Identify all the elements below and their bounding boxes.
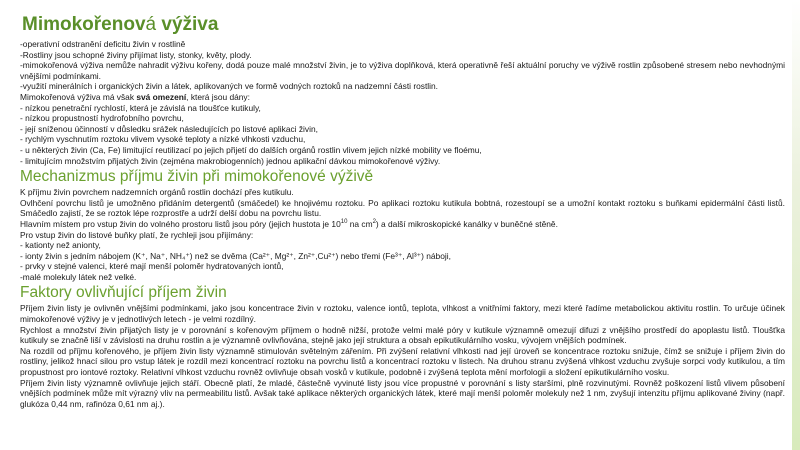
intro-line-4: -využití minerálních i organických živin a látek, aplikovaných ve formě vodných roztoků na nadzemní části rostlin.	[20, 81, 439, 92]
decorative-accent-bar	[792, 0, 800, 450]
p3-text-c: ) a další mikroskopické kanálky v buněčné stěně.	[375, 218, 558, 229]
factors-paragraph: Rychlost a množství živin přijatých listy je v porovnání s kořenovým příjmem o hodně nižší, protože velmi malé póry v kutikule významně omezují difuzi z vnějšího prostředí do apoplastu listů. Tloušťka kutikuly se značně liší v závislosti na druhu rostlin a je významně ovlivňována, stejně jako její struktura a obsah epikutikulárního vosku, vývojem vnějších podmínek.	[20, 324, 785, 346]
title-part-1: Mimokořenov	[22, 14, 146, 35]
section-heading-factors: Faktory ovlivňující příjem živin	[20, 284, 227, 302]
limit-item: - u některých živin (Ca, Fe) limitující reutilizací po jejich přijetí do dalších orgánů rostlin vlivem jejich nízké mobility ve floému,	[20, 144, 482, 155]
mechanism-p2: Ovlhčení povrchu listů je umožněno přidáním detergentů (smáčedel) ke hnojivému roztoku. Po aplikaci roztoku kutikula bobtná, rozestoupí se a umožní kontakt roztoku s buňkami epidermální části listů. Smáčedlo zajistí, že se roztok lépe rozprostře a udrží delší dobu na povrchu listu.	[20, 197, 785, 219]
p3-text-a: Hlavním místem pro vstup živin do volného prostoru listů jsou póry (jejich hustota je 10	[20, 218, 341, 229]
limits-intro	[20, 92, 785, 103]
intro-line-2: -Rostliny jsou schopné živiny přijímat listy, stonky, květy, plody.	[20, 49, 252, 60]
slide-title	[22, 14, 785, 36]
limits-intro-tail: , která jsou dány:	[186, 91, 250, 102]
limit-item: - rychlým vyschnutím roztoku vlivem vysoké teploty a nízké vlhkosti vzduchu,	[20, 134, 306, 145]
intro-line-3: -mimokořenová výživa nemůže nahradit výživu kořeny, dodá pouze malé množství živin, je to výživa doplňková, která operativně řeší aktuální poruchy ve výživě rostlin způsobené stresem nebo nevhodnými vnějšími podmínkami.	[20, 60, 785, 81]
p3-text-b: na cm	[347, 218, 373, 229]
limit-item: - nízkou penetrační rychlostí, která je závislá na tloušťce kutikuly,	[20, 102, 261, 113]
p3-superscript-2: 2	[372, 219, 376, 226]
mechanism-p1: K příjmu živin povrchem nadzemních orgánů rostlin dochází přes kutikulu.	[20, 187, 294, 198]
limit-item: - limitujícím množstvím přijatých živin (zejména makrobiogenních) jednou aplikační dávkou mimokořenové výživy.	[20, 155, 441, 166]
title-part-2: á	[145, 14, 157, 35]
section-heading-mechanism: Mechanizmus příjmu živin při mimokořenové výživě	[20, 168, 374, 186]
mechanism-p4: Pro vstup živin do listové buňky platí, že rychleji jsou přijímány:	[20, 229, 254, 240]
mechanism-p8: -malé molekuly látek než velké.	[20, 271, 137, 282]
slide-content	[20, 14, 785, 409]
factors-paragraph: Příjem živin listy je ovlivněn vnějšími podmínkami, jako jsou koncentrace živin v roztoku, valence iontů, teplota, vlhkost a vnitřními faktory, mezi které řadíme metabolickou aktivitu rostlin. To určuje účinek mimokořenové výživy je v jednotlivých letech - je velmi rozdílný.	[20, 303, 785, 325]
mechanism-p5: - kationty než anionty,	[20, 240, 101, 251]
intro-line-1: -operativní odstranění deficitu živin v rostlině	[20, 39, 186, 49]
limit-item: - nízkou propustností hydrofobního povrchu,	[20, 113, 184, 124]
factors-paragraph: Příjem živin listy významně ovlivňuje jejich stáří. Obecně platí, že mladé, částečně vyvinuté listy jsou více propustné v porovnání s listy staršími, plně rozvinutými. Rovněž poškození listů vlivem působení vnějších podmínek může mít výrazný vliv na permeabilitu listů. Avšak také aplikace některých organických látek, které mají menší poloměr molekuly než 1 nm, zvyšují intenzitu příjmu aplikované živiny (např. glukóza 0,44 nm, rafinóza 0,61 nm aj.).	[20, 377, 785, 409]
mechanism-p6: - ionty živin s jedním nábojem (K⁺, Na⁺, NH₄⁺) než se dvěma (Ca²⁺, Mg²⁺, Zn²⁺,Cu²⁺) nebo třemi (Fe³⁺, Al³⁺) náboji,	[20, 250, 451, 261]
mechanism-p3	[20, 219, 785, 230]
limits-intro-text: Mimokořenová výživa má však	[20, 91, 137, 102]
mechanism-p7: - prvky v stejné valenci, které mají menší poloměr hydratovaných iontů,	[20, 261, 284, 272]
title-part-3: výživa	[156, 14, 219, 35]
p3-superscript: 10	[340, 219, 348, 226]
limit-item: - její sníženou účinností v důsledku srážek následujících po listové aplikaci živin,	[20, 123, 318, 134]
limits-intro-bold: svá omezení	[136, 91, 187, 102]
factors-paragraph: Na rozdíl od příjmu kořenového, je příjem živin listy významně stimulován světelným zářením. Při zvýšení relativní vlhkosti nad její úroveň se koncentrace roztoku snižuje, čímž se snižuje i příjem živin do rostliny, jelikož hnací silou pro vstup látek je rozdíl mezi koncentrací roztoku na povrchu listů a koncentrací roztoku v listech. Na druhou stranu zvýšená vlhkost vzduchu zvyšuje sorpci vody kutikulou, a tím propustnost pro iontové roztoky. Relativní vlhkost vzduchu rovněž ovlivňuje obsah vosků v kutikule, podobně i zvýšená teplota mění morfologii a složení epikutikulárního vosku.	[20, 345, 785, 378]
